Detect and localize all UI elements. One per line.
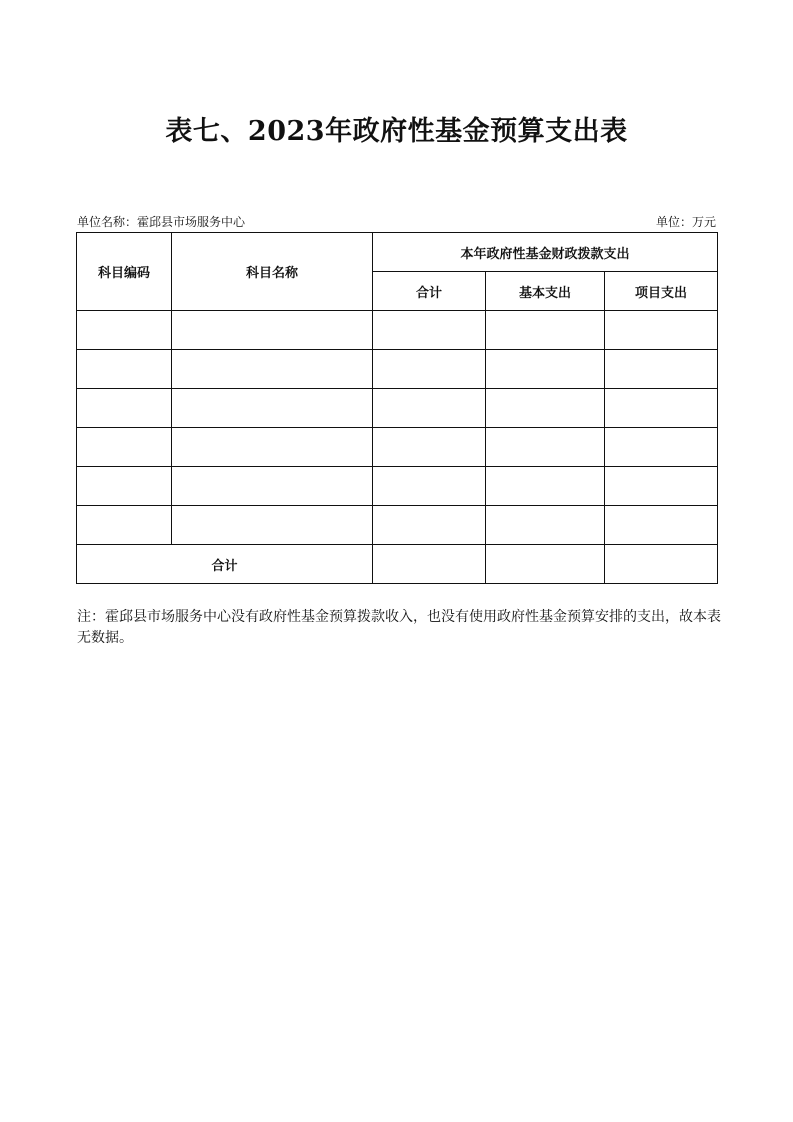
table-cell xyxy=(373,428,486,467)
table-cell xyxy=(77,350,172,389)
table-cell xyxy=(172,350,373,389)
total-row xyxy=(77,545,718,584)
table-row xyxy=(77,506,718,545)
total-row-total xyxy=(373,545,486,584)
header-basic: 基本支出 xyxy=(486,272,605,311)
table-cell xyxy=(172,389,373,428)
page-title: 表七、2023年政府性基金预算支出表 xyxy=(165,116,628,147)
table-cell xyxy=(486,350,605,389)
table-cell xyxy=(605,389,718,428)
header-row-1 xyxy=(77,233,718,272)
table-cell xyxy=(486,311,605,350)
table-row xyxy=(77,350,718,389)
table-cell xyxy=(486,428,605,467)
table-cell xyxy=(77,467,172,506)
header-total: 合计 xyxy=(373,272,486,311)
table-cell xyxy=(77,389,172,428)
unit-name-label: 单位名称：霍邱县市场服务中心 xyxy=(77,215,246,229)
header-project: 项目支出 xyxy=(605,272,718,311)
table-meta xyxy=(77,213,716,231)
currency-unit-label: 单位：万元 xyxy=(655,215,716,229)
table-row xyxy=(77,311,718,350)
table-row xyxy=(77,428,718,467)
table-cell xyxy=(77,311,172,350)
table-cell xyxy=(373,311,486,350)
table-cell xyxy=(373,467,486,506)
table-cell xyxy=(172,467,373,506)
table-cell xyxy=(605,467,718,506)
table-cell xyxy=(172,506,373,545)
table-cell xyxy=(172,311,373,350)
table-cell xyxy=(486,389,605,428)
table-cell xyxy=(605,311,718,350)
table-cell xyxy=(605,506,718,545)
total-row-project xyxy=(605,545,718,584)
header-code: 科目编码 xyxy=(77,233,172,311)
table-cell xyxy=(172,428,373,467)
total-row-label: 合计 xyxy=(77,545,373,584)
table-cell xyxy=(486,467,605,506)
header-group: 本年政府性基金财政拨款支出 xyxy=(373,233,718,272)
table-cell xyxy=(77,506,172,545)
budget-table xyxy=(76,232,718,584)
table-row xyxy=(77,389,718,428)
table-cell xyxy=(373,389,486,428)
table-cell xyxy=(373,350,486,389)
table-cell xyxy=(373,506,486,545)
table-cell xyxy=(77,428,172,467)
table-cell xyxy=(605,428,718,467)
table-cell xyxy=(605,350,718,389)
header-name: 科目名称 xyxy=(172,233,373,311)
footnote: 注：霍邱县市场服务中心没有政府性基金预算拨款收入，也没有使用政府性基金预算安排的支出，故本表无数据。 xyxy=(77,609,721,646)
table-row xyxy=(77,467,718,506)
table-cell xyxy=(486,506,605,545)
total-row-basic xyxy=(486,545,605,584)
